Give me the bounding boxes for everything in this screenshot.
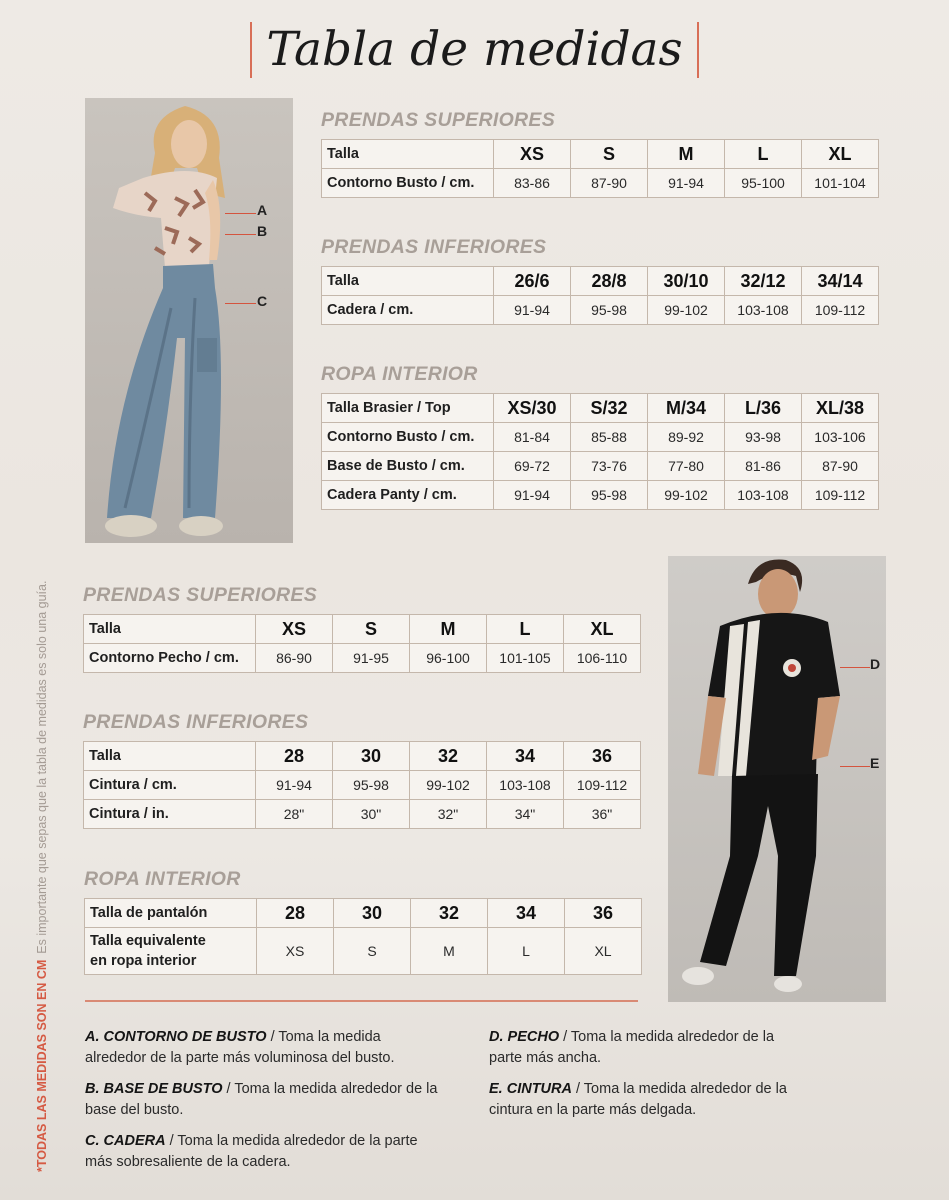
size-cell: 30 bbox=[333, 742, 410, 771]
size-cell: 28 bbox=[256, 742, 333, 771]
value-cell: 95-98 bbox=[333, 771, 410, 800]
definitions-left bbox=[85, 1027, 445, 1183]
size-cell: S bbox=[333, 615, 410, 644]
size-cell: S/32 bbox=[571, 394, 648, 423]
value-cell: 95-98 bbox=[571, 296, 648, 325]
table-header-row bbox=[84, 742, 641, 771]
table-header-row bbox=[85, 899, 642, 928]
row-label: Cadera / cm. bbox=[322, 296, 494, 325]
size-cell: 30/10 bbox=[648, 267, 725, 296]
size-cell: L bbox=[725, 140, 802, 169]
definition-b: B. BASE DE BUSTO / Toma la medida alrededor de la base del busto. bbox=[85, 1081, 438, 1118]
value-cell: 89-92 bbox=[648, 423, 725, 452]
vertical-note-rest: Es importante que sepas que la tabla de medidas es solo una guía. bbox=[35, 580, 49, 954]
table-row bbox=[85, 928, 642, 975]
marker-label-b: B bbox=[257, 223, 268, 239]
vertical-note-bold: *TODAS LAS MEDIDAS SON EN CM bbox=[35, 959, 49, 1172]
value-cell: 103-108 bbox=[725, 296, 802, 325]
table-header-label: Talla de pantalón bbox=[85, 899, 257, 928]
size-cell: XS/30 bbox=[494, 394, 571, 423]
women-tops-table bbox=[321, 139, 879, 198]
section-title: ROPA INTERIOR bbox=[84, 868, 241, 890]
marker-line-a bbox=[225, 213, 256, 214]
value-cell: 87-90 bbox=[571, 169, 648, 198]
value-cell: 103-108 bbox=[725, 481, 802, 510]
men-tops-section bbox=[83, 583, 641, 673]
marker-line-c bbox=[225, 303, 256, 304]
definition-d: D. PECHO / Toma la medida alrededor de la parte más ancha. bbox=[489, 1029, 775, 1066]
table-header-label: Talla bbox=[84, 742, 256, 771]
size-cell: M bbox=[648, 140, 725, 169]
value-cell: 101-104 bbox=[802, 169, 879, 198]
table-row bbox=[84, 644, 641, 673]
row-label: Contorno Pecho / cm. bbox=[84, 644, 256, 673]
marker-line-d bbox=[840, 667, 870, 668]
value-cell: 36" bbox=[564, 800, 641, 829]
size-cell: 32 bbox=[410, 742, 487, 771]
table-header-label: Talla bbox=[322, 140, 494, 169]
value-cell: 99-102 bbox=[648, 481, 725, 510]
women-underwear-section bbox=[321, 362, 879, 510]
section-title: PRENDAS INFERIORES bbox=[83, 711, 309, 733]
women-bottoms-section bbox=[321, 235, 879, 325]
value-cell: XS bbox=[257, 928, 334, 975]
women-tops-section bbox=[321, 108, 879, 198]
size-cell: 34 bbox=[487, 742, 564, 771]
size-cell: 30 bbox=[334, 899, 411, 928]
size-cell: M bbox=[410, 615, 487, 644]
size-cell: 32/12 bbox=[725, 267, 802, 296]
men-bottoms-section bbox=[83, 710, 641, 829]
marker-label-a: A bbox=[257, 202, 268, 218]
table-row bbox=[322, 296, 879, 325]
value-cell: M bbox=[411, 928, 488, 975]
men-bottoms-table bbox=[83, 741, 641, 829]
value-cell: 77-80 bbox=[648, 452, 725, 481]
size-cell: 36 bbox=[565, 899, 642, 928]
value-cell: 91-94 bbox=[256, 771, 333, 800]
row-label: Cintura / cm. bbox=[84, 771, 256, 800]
value-cell: 96-100 bbox=[410, 644, 487, 673]
value-cell: 73-76 bbox=[571, 452, 648, 481]
definition-a: A. CONTORNO DE BUSTO / Toma la medida alrededor de la parte más voluminosa del busto. bbox=[85, 1029, 395, 1066]
women-bottoms-table bbox=[321, 266, 879, 325]
table-row bbox=[84, 771, 641, 800]
table-row bbox=[322, 169, 879, 198]
marker-label-e: E bbox=[870, 755, 880, 771]
value-cell: 83-86 bbox=[494, 169, 571, 198]
definition-e: E. CINTURA / Toma la medida alrededor de la cintura en la parte más delgada. bbox=[489, 1081, 787, 1118]
table-header-row bbox=[322, 140, 879, 169]
value-cell: 109-112 bbox=[802, 296, 879, 325]
value-cell: 91-94 bbox=[648, 169, 725, 198]
table-header-row bbox=[84, 615, 641, 644]
size-cell: 28 bbox=[257, 899, 334, 928]
size-cell: 36 bbox=[564, 742, 641, 771]
size-cell: XS bbox=[494, 140, 571, 169]
table-row bbox=[322, 423, 879, 452]
value-cell: 106-110 bbox=[564, 644, 641, 673]
table-row bbox=[84, 800, 641, 829]
size-cell: XS bbox=[256, 615, 333, 644]
size-cell: XL bbox=[564, 615, 641, 644]
page-title: Tabla de medidas bbox=[250, 22, 698, 78]
section-title: PRENDAS INFERIORES bbox=[321, 236, 547, 258]
row-label: Contorno Busto / cm. bbox=[322, 423, 494, 452]
man-model-illustration bbox=[668, 556, 886, 1002]
value-cell: 99-102 bbox=[410, 771, 487, 800]
row-label: Cintura / in. bbox=[84, 800, 256, 829]
table-header-row bbox=[322, 267, 879, 296]
value-cell: 81-86 bbox=[725, 452, 802, 481]
row-label bbox=[85, 928, 257, 975]
value-cell: 95-98 bbox=[571, 481, 648, 510]
value-cell: 103-108 bbox=[487, 771, 564, 800]
men-underwear-section bbox=[84, 867, 642, 975]
value-cell: 85-88 bbox=[571, 423, 648, 452]
woman-model-photo bbox=[85, 98, 293, 543]
title-wrap bbox=[0, 22, 949, 78]
size-cell: 32 bbox=[411, 899, 488, 928]
table-header-label: Talla bbox=[84, 615, 256, 644]
value-cell: 34" bbox=[487, 800, 564, 829]
definitions-right bbox=[489, 1027, 799, 1131]
size-cell: 28/8 bbox=[571, 267, 648, 296]
woman-model-illustration bbox=[85, 98, 293, 543]
value-cell: 103-106 bbox=[802, 423, 879, 452]
value-cell: 91-94 bbox=[494, 296, 571, 325]
marker-line-e bbox=[840, 766, 870, 767]
man-model-photo bbox=[668, 556, 886, 1002]
value-cell: 87-90 bbox=[802, 452, 879, 481]
men-tops-table bbox=[83, 614, 641, 673]
value-cell: 109-112 bbox=[802, 481, 879, 510]
table-header-label: Talla Brasier / Top bbox=[322, 394, 494, 423]
row-label: Cadera Panty / cm. bbox=[322, 481, 494, 510]
value-cell: XL bbox=[565, 928, 642, 975]
row-label: Contorno Busto / cm. bbox=[322, 169, 494, 198]
value-cell: 99-102 bbox=[648, 296, 725, 325]
row-label: Base de Busto / cm. bbox=[322, 452, 494, 481]
value-cell: 28" bbox=[256, 800, 333, 829]
row-label-line2: en ropa interior bbox=[90, 953, 197, 969]
size-cell: 26/6 bbox=[494, 267, 571, 296]
value-cell: 81-84 bbox=[494, 423, 571, 452]
size-cell: XL/38 bbox=[802, 394, 879, 423]
value-cell: 69-72 bbox=[494, 452, 571, 481]
vertical-note bbox=[35, 581, 49, 1172]
men-underwear-table bbox=[84, 898, 642, 975]
table-header-label: Talla bbox=[322, 267, 494, 296]
table-row bbox=[322, 452, 879, 481]
table-header-row bbox=[322, 394, 879, 423]
table-row bbox=[322, 481, 879, 510]
divider bbox=[85, 1000, 638, 1002]
value-cell: 32" bbox=[410, 800, 487, 829]
size-cell: M/34 bbox=[648, 394, 725, 423]
size-cell: 34 bbox=[488, 899, 565, 928]
marker-label-d: D bbox=[870, 656, 881, 672]
value-cell: L bbox=[488, 928, 565, 975]
section-title: ROPA INTERIOR bbox=[321, 363, 478, 385]
section-title: PRENDAS SUPERIORES bbox=[83, 584, 318, 606]
value-cell: 93-98 bbox=[725, 423, 802, 452]
size-cell: S bbox=[571, 140, 648, 169]
value-cell: S bbox=[334, 928, 411, 975]
row-label-line1: Talla equivalente bbox=[90, 933, 206, 949]
value-cell: 91-94 bbox=[494, 481, 571, 510]
value-cell: 101-105 bbox=[487, 644, 564, 673]
size-cell: L/36 bbox=[725, 394, 802, 423]
value-cell: 91-95 bbox=[333, 644, 410, 673]
value-cell: 109-112 bbox=[564, 771, 641, 800]
marker-label-c: C bbox=[257, 293, 268, 309]
value-cell: 86-90 bbox=[256, 644, 333, 673]
marker-line-b bbox=[225, 234, 256, 235]
size-cell: XL bbox=[802, 140, 879, 169]
women-underwear-table bbox=[321, 393, 879, 510]
value-cell: 95-100 bbox=[725, 169, 802, 198]
size-cell: L bbox=[487, 615, 564, 644]
value-cell: 30" bbox=[333, 800, 410, 829]
definition-c: C. CADERA / Toma la medida alrededor de la parte más sobresaliente de la cadera. bbox=[85, 1133, 418, 1170]
section-title: PRENDAS SUPERIORES bbox=[321, 109, 556, 131]
size-cell: 34/14 bbox=[802, 267, 879, 296]
